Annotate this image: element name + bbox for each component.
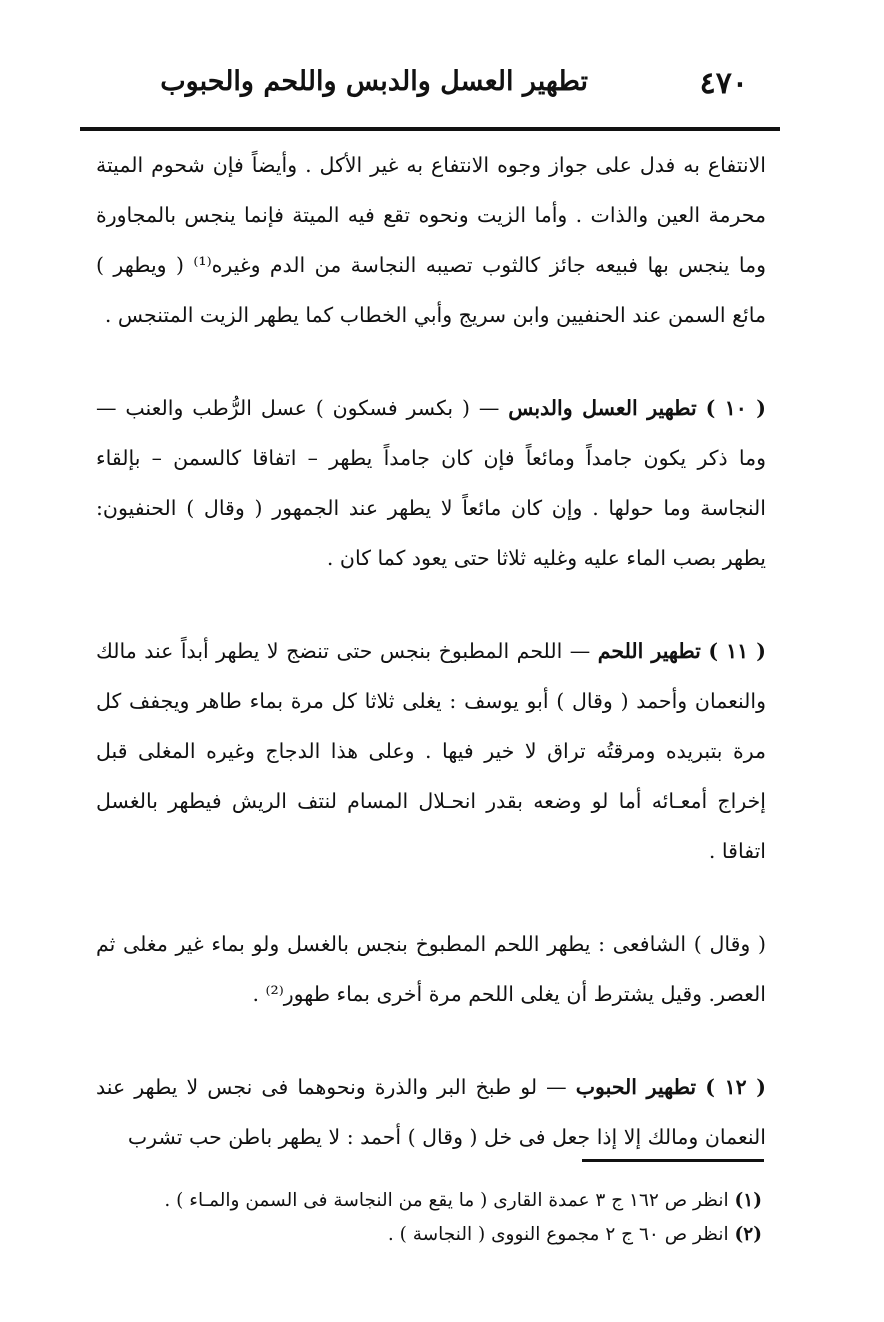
footnote-2 <box>130 1218 762 1252</box>
section-heading: تطهير الحبوب <box>575 1075 697 1099</box>
footnote-rule <box>582 1159 764 1162</box>
paragraph-text: — اللحم المطبوخ بنجس حتى تنضج لا يطهر أبداً عند مالك والنعمان وأحمد ( وقال ) أبو يوسف : يغلى ثلاثا كل مرة بماء طاهر ويجفف كل مرة بتبريده ومرقتُه تراق لا خير فيها . وعلى هذا الدجاج وغيره المغلى قبل إخراج أمعـائه أما لو وضعه بقدر انحـلال المسام لنتف الريش فيطهر بالغسل اتفاقا . <box>96 639 766 863</box>
page-number: ٤٧٠ <box>699 66 748 101</box>
running-title: تطهير العسل والدبس واللحم والحبوب <box>160 66 588 97</box>
body-text <box>96 140 766 1162</box>
section-honey-molasses <box>96 383 766 583</box>
section-meat <box>96 626 766 876</box>
paragraph-text: ( وقال ) الشافعى : يطهر اللحم المطبوخ بنجس بالغسل ولو بماء غير مغلى ثم العصر. وقيل يشترط أن يغلى اللحم مرة أخرى بماء طهور⁽²⁾ . <box>96 932 766 1006</box>
footnote-text: انظر ص ١٦٢ ج ٣ عمدة القارى ( ما يقع من النجاسة فى السمن والمـاء ) . <box>164 1190 729 1211</box>
paragraph-shafii <box>96 919 766 1019</box>
footnotes <box>130 1184 762 1252</box>
page-header <box>80 62 780 126</box>
footnote-1 <box>130 1184 762 1218</box>
section-number: ( ١٠ ) <box>705 396 766 420</box>
section-number: ( ١١ ) <box>708 639 766 663</box>
header-rule <box>80 127 780 131</box>
section-number: ( ١٢ ) <box>705 1075 766 1099</box>
section-grains <box>96 1062 766 1162</box>
paragraph-continuation <box>96 140 766 340</box>
paragraph-text: الانتفاع به فدل على جواز وجوه الانتفاع به غير الأكل . وأيضاً فإن شحوم الميتة محرمة العين والذات . وأما الزيت ونحوه تقع فيه الميتة فإنما ينجس بالمجاورة وما ينجس بها فبيعه جائز كالثوب تصيبه النجاسة من الدم وغيره⁽¹⁾ ( ويطهر ) مائع السمن عند الحنفيين وابن سريج وأبي الخطاب كما يطهر الزيت المتنجس . <box>96 153 766 327</box>
section-heading: تطهير العسل والدبس <box>508 396 697 420</box>
footnote-text: انظر ص ٦٠ ج ٢ مجموع النووى ( النجاسة ) . <box>387 1224 729 1245</box>
section-heading: تطهير اللحم <box>597 639 701 663</box>
paragraph-text: — لو طبخ البر والذرة ونحوهما فى نجس لا يطهر عند النعمان ومالك إلا إذا جعل فى خل ( وقال ) أحمد : لا يطهر باطن حب تشرب <box>96 1075 766 1149</box>
footnote-number: (١) <box>734 1190 762 1211</box>
footnote-number: (٢) <box>734 1224 762 1245</box>
paragraph-text: — ( بكسر فسكون ) عسل الرُّطب والعنب — وما ذكر يكون جامداً ومائعاً فإن كان جامداً يطهر – اتفاقا كالسمن – بإلقاء النجاسة وما حولها . وإن كان مائعاً لا يطهر عند الجمهور ( وقال ) الحنفيون: يطهر بصب الماء عليه وغليه ثلاثا حتى يعود كما كان . <box>96 396 766 570</box>
